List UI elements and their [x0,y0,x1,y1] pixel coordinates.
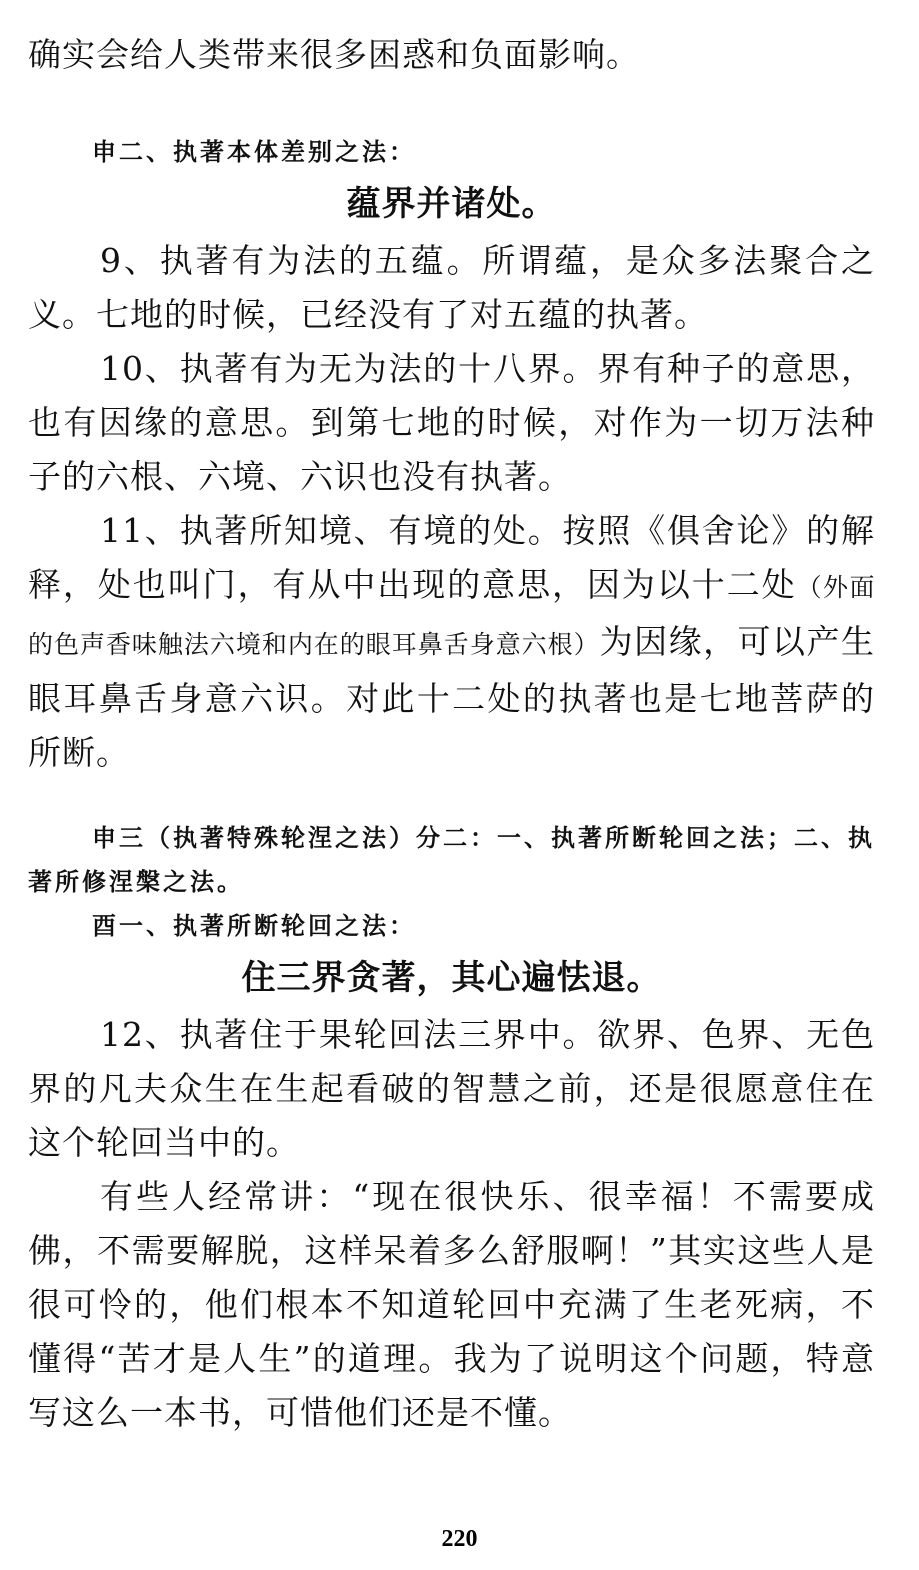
page-number: 220 [441,1526,478,1552]
paragraph-11-text-a: 11、执著所知境、有境的处。按照《俱舍论》的解释，处也叫门，有从中出现的意思，因为以十二处 [28,511,875,604]
paragraph-11-text-b: 为因缘，可以产生眼耳鼻舌身意六识。对此十二处的执著也是七地菩萨的所断。 [28,622,876,772]
paragraph-9: 9、执著有为法的五蕴。所谓蕴，是众多法聚合之义。七地的时候，已经没有了对五蕴的执著。 [28,241,875,334]
paragraph-11 [28,504,875,780]
outline-subheading: 酉一、执著所断轮回之法： [92,912,416,940]
root-verse: 蕴界并诸处。 [346,184,557,224]
paragraph-continued: 确实会给人类带来很多困惑和负面影响。 [28,35,640,74]
root-verse: 住三界贪著，其心遍怯退。 [241,958,662,998]
spacer [28,780,875,816]
paragraph-10: 10、执著有为无为法的十八界。界有种子的意思，也有因缘的意思。到第七地的时候，对作为一切万法种子的六根、六境、六识也没有执著。 [28,349,875,496]
outline-heading: 申二、执著本体差别之法： [92,138,416,166]
paragraph-12: 12、执著住于果轮回法三界中。欲界、色界、无色界的凡夫众生在生起看破的智慧之前，还是很愿意住在这个轮回当中的。 [28,1015,875,1162]
paragraph-11-note: （外面的色声香味触法六境和内在的眼耳鼻舌身意六根） [28,573,875,659]
paragraph-13: 有些人经常讲：“现在很快乐、很幸福！不需要成佛，不需要解脱，这样呆着多么舒服啊！”其实这些人是很可怜的，他们根本不知道轮回中充满了生老死病，不懂得“苦才是人生”的道理。我为了说明这个问题，特意写这么一本书，可惜他们还是不懂。 [28,1177,875,1432]
spacer [28,82,875,130]
outline-heading: 申三（执著特殊轮涅之法）分二：一、执著所断轮回之法；二、执著所修涅槃之法。 [28,824,875,896]
